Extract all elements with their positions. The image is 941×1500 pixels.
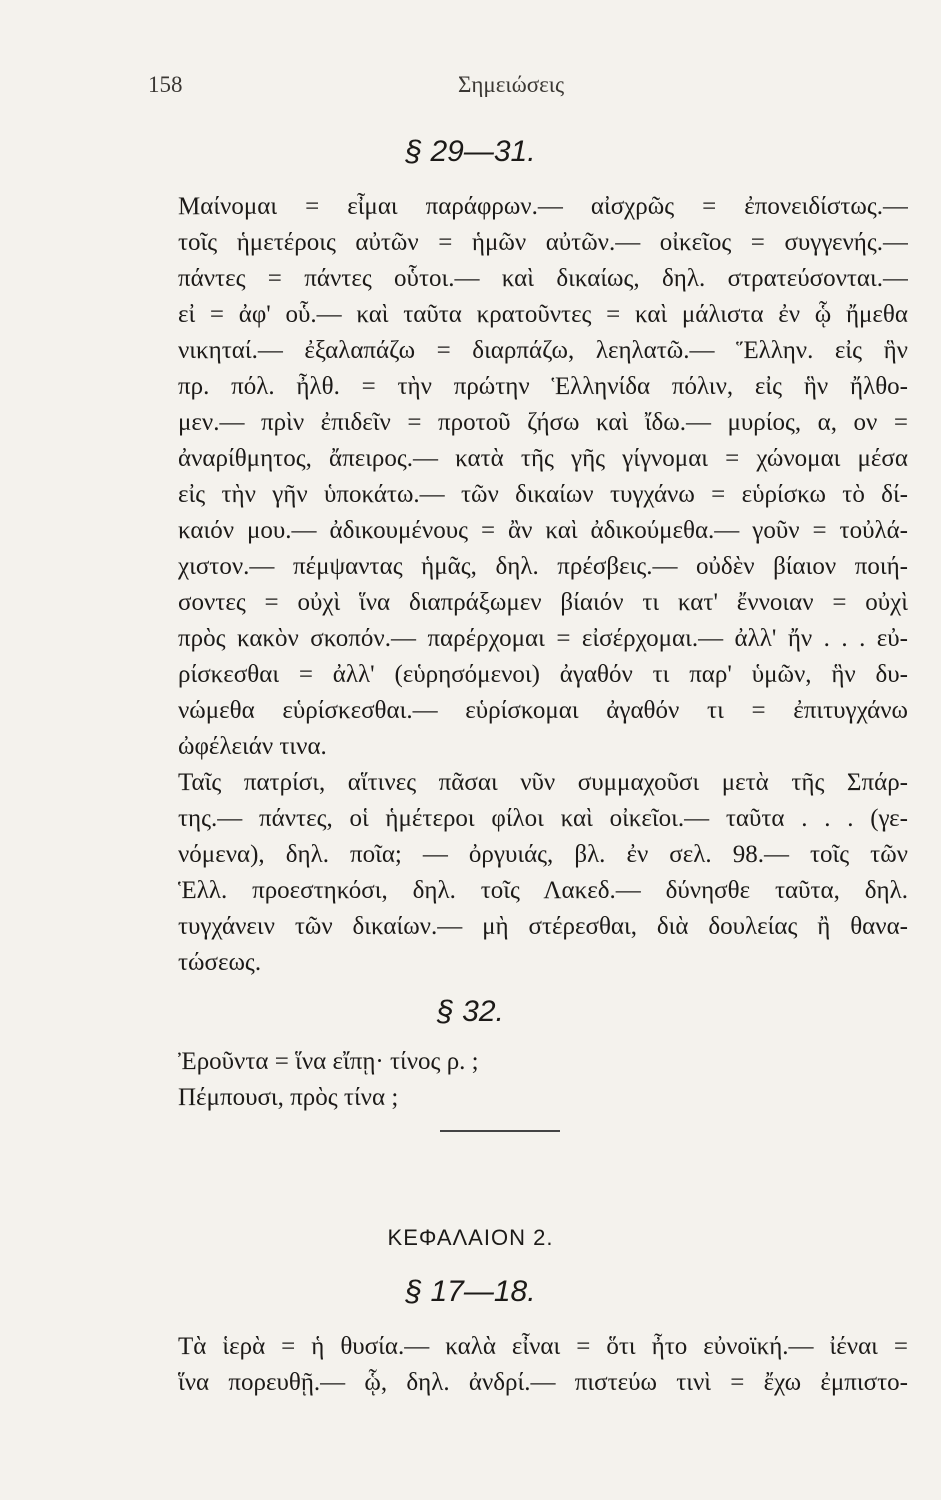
text-line: καιόν μου.— ἀδικουμένους = ἂν καὶ ἀδικούμεθα.— γοῦν = τοὐλά-	[178, 517, 908, 544]
section-heading-32: § 32.	[437, 995, 504, 1028]
text-line: σοντες = οὐχὶ ἵνα διαπράξωμεν βίαιόν τι κατ' ἔννοιαν = οὐχὶ	[178, 589, 908, 616]
text-line: τυγχάνειν τῶν δικαίων.— μὴ στέρεσθαι, διὰ δουλείας ἢ θανα-	[178, 913, 908, 940]
text-line: της.— πάντες, οἱ ἡμέτεροι φίλοι καὶ οἰκεῖοι.— ταῦτα . . . (γε-	[178, 805, 908, 832]
text-line: τοῖς ἡμετέροις αὐτῶν = ἡμῶν αὐτῶν.— οἰκεῖος = συγγενής.—	[178, 229, 908, 256]
text-line: πρ. πόλ. ἦλθ. = τὴν πρώτην Ἑλληνίδα πόλιν, εἰς ἣν ἤλθο-	[178, 373, 908, 400]
text-line: εἰς τὴν γῆν ὑποκάτω.— τῶν δικαίων τυγχάνω = εὑρίσκω τὸ δί-	[178, 481, 908, 508]
text-line: Τὰ ἱερὰ = ἡ θυσία.— καλὰ εἶναι = ὅτι ἦτο εὐνοϊκή.— ἰέναι =	[178, 1333, 908, 1360]
text-line: Πέμπουσι, πρὸς τίνα ;	[178, 1084, 399, 1111]
text-line: πρὸς κακὸν σκοπόν.— παρέρχομαι = εἰσέρχομαι.— ἀλλ' ἤν . . . εὐ-	[178, 625, 908, 652]
running-head: Σημειώσεις	[458, 72, 565, 97]
text-line: Ἑλλ. προεστηκόσι, δηλ. τοῖς Λακεδ.— δύνησθε ταῦτα, δηλ.	[178, 877, 908, 904]
text-line: εἰ = ἀφ' οὗ.— καὶ ταῦτα κρατοῦντες = καὶ μάλιστα ἐν ᾧ ἤμεθα	[178, 301, 908, 328]
text-line: ρίσκεσθαι = ἀλλ' (εὑρησόμενοι) ἀγαθόν τι παρ' ὑμῶν, ἣν δυ-	[178, 661, 908, 688]
text-line: νόμενα), δηλ. ποῖα; — ὀργυιάς, βλ. ἐν σελ. 98.— τοῖς τῶν	[178, 841, 908, 868]
text-line: πάντες = πάντες οὗτοι.— καὶ δικαίως, δηλ. στρατεύσονται.—	[178, 265, 908, 292]
text-line: ἀναρίθμητος, ἄπειρος.— κατὰ τῆς γῆς γίγνομαι = χώνομαι μέσα	[178, 445, 908, 472]
section-heading-17-18: § 17—18.	[405, 1275, 536, 1308]
text-line: ὠφέλειάν τινα.	[178, 733, 327, 760]
text-line: Ταῖς πατρίσι, αἵτινες πᾶσαι νῦν συμμαχοῦσι μετὰ τῆς Σπάρ-	[178, 769, 908, 796]
text-line: Μαίνομαι = εἶμαι παράφρων.— αἰσχρῶς = ἐπονειδίστως.—	[178, 193, 908, 220]
page-number: 158	[148, 72, 183, 97]
chapter-title: ΚΕΦΑΛΑΙΟΝ 2.	[387, 1225, 554, 1250]
text-line: τώσεως.	[178, 949, 262, 976]
text-line: νώμεθα εὑρίσκεσθαι.— εὑρίσκομαι ἀγαθόν τι = ἐπιτυγχάνω	[178, 697, 908, 724]
page-header	[148, 72, 869, 108]
text-line: χιστον.— πέμψαντας ἡμᾶς, δηλ. πρέσβεις.— οὐδὲν βίαιον ποιή-	[178, 553, 908, 580]
text-line: μεν.— πρὶν ἐπιδεῖν = προτοῦ ζήσω καὶ ἴδω.— μυρίος, α, ον =	[178, 409, 908, 436]
separator-rule	[440, 1130, 560, 1132]
text-line: Ἐροῦντα = ἵνα εἴπῃ· τίνος ρ. ;	[178, 1048, 479, 1075]
section-heading-29-31: § 29—31.	[405, 135, 536, 168]
text-line: νικηταί.— ἐξαλαπάζω = διαρπάζω, λεηλατῶ.— Ἕλλην. εἰς ἣν	[178, 337, 908, 364]
text-line: ἵνα πορευθῇ.— ᾧ, δηλ. ἀνδρί.— πιστεύω τινὶ = ἔχω ἐμπιστο-	[178, 1369, 908, 1396]
